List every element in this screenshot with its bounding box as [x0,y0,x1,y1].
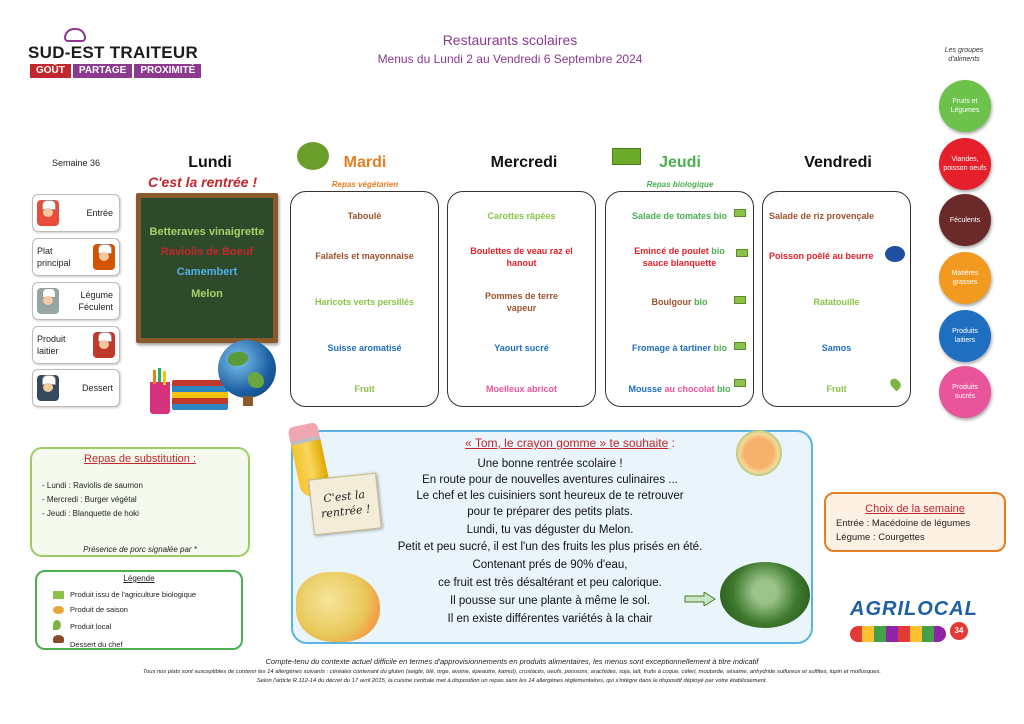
bio-leaf-icon [53,591,64,599]
mercredi-legume: Pommes de terre vapeur [484,291,559,313]
lundi-dessert: Melon [191,288,223,300]
tom-line: Une bonne rentrée scolaire ! [477,458,623,470]
agrilocal-logo: AGRILOCAL [850,598,978,620]
substitution-line: - Jeudi : Blanquette de hoki [42,509,139,518]
local-pin-icon [53,620,61,630]
globe-land [248,372,264,388]
pencil-cup-icon [150,382,170,414]
legend-item: Produit issu de l'agriculture biologique [70,590,197,599]
mardi-sub: Repas végétarien [331,180,399,189]
vendredi-dessert: Fruit [826,384,847,394]
page-subtitle: Menus du Lundi 2 au Vendredi 6 Septembre 2024 [377,52,643,66]
category-legume: Légume Féculent [32,282,120,320]
tom-line: pour te préparer des petits plats. [467,506,633,518]
vendredi-plat: Poisson poêlé au beurre [769,251,874,261]
day-jeudi: Jeudi [659,154,701,171]
day-lundi: Lundi [188,154,232,171]
rentree-banner: C'est la rentrée ! [148,174,258,190]
chef-hat-icon [64,28,86,42]
tom-line: ce fruit est très désaltérant et peu calorique. [438,577,662,589]
menu-column-vendredi [762,191,911,407]
jeudi-dessert: Mousse au chocolat bio [628,384,731,394]
season-fruit-icon [53,606,64,614]
tagline-1: GOÛT [30,64,71,78]
footer-decree: Selon l'article R.112-14 du décret du 17 avril 2015, la cuisine centrale met à disposition un repas sans les 14 allergènes réglementaires, qui s'intègre dans le dispositif déployé par votre établissement. [256,678,768,684]
vendredi-entree: Salade de riz provençale [769,211,875,221]
globe-stand [243,396,253,406]
substitution-line: - Lundi : Raviolis de saumon [42,481,143,490]
category-dessert: Dessert [32,369,120,407]
fish-label-icon [885,246,905,262]
lundi-entree: Betteraves vinaigrette [149,226,265,238]
tom-line: En route pour de nouvelles aventures culinaires ... [422,474,678,486]
chef-icon [37,375,59,401]
chef-icon [37,288,59,314]
footer-allergens: Tous nos plats sont susceptibles de contenir les 14 allergènes suivants : céréales contenant du gluten (seigle, blé, orge, avoine, épeautre, kamut), crustacés, oeufs, poissons, arachides, soja, lait, fruits à coque, céleri, moutarde, sésame, anhydride sulfureux et sulfites, lupin et mollusques. [142,669,881,675]
group-produits-sucres: Produits sucrés [939,366,991,418]
brand-logo: SUD-EST TRAITEUR [28,43,199,62]
mardi-laitier: Suisse aromatisé [327,343,402,353]
group-viandes: Viandes, poisson oeufs [939,138,991,190]
legend-item: Produit de saison [70,605,128,614]
menu-column-mardi [290,191,439,407]
day-mardi: Mardi [343,154,387,171]
legend-item: Produit local [70,622,112,631]
chef-icon [93,332,115,358]
chef-icon [37,200,59,226]
mardi-entree: Taboulé [347,211,382,221]
group-produits-laitiers: Produits laitiers [939,310,991,362]
jeudi-feculent: Boulgour bio [651,297,708,307]
tom-line: Lundi, tu vas déguster du Melon. [466,524,634,536]
tom-line: Contenant prés de 90% d'eau, [472,559,628,571]
vendredi-legume: Ratatouille [813,297,860,307]
tom-line: Le chef et les cuisiniers sont heureux de te retrouver [416,490,684,502]
jeudi-laitier: Fromage à tartiner bio [631,343,728,353]
melons-image [296,572,380,642]
tagline-2: PARTAGE [73,64,132,78]
bio-leaf-icon [734,342,746,350]
day-mercredi: Mercredi [490,154,558,171]
mercredi-entree: Carottes râpées [487,211,556,221]
group-matieres-grasses: Matières grasses [939,252,991,304]
legend-item: Dessert du chef [70,640,123,649]
tom-line: Il pousse sur une plante à même le sol. [449,595,651,607]
agrilocal-badge: 34 [950,622,968,640]
jeudi-plat: Emincé de poulet bio sauce blanquette [634,246,725,268]
tagline-3: PROXIMITÉ [134,64,201,78]
books-icon [172,380,228,410]
bio-leaf-icon [736,249,748,257]
mardi-plat: Falafels et mayonnaise [315,251,414,261]
tom-title: « Tom, le crayon gomme » te souhaite : [465,436,675,450]
substitution-line: - Mercredi : Burger végétal [42,495,137,504]
category-laitier: Produit laitier [32,326,120,364]
category-entree: Entrée [32,194,120,232]
veggie-characters-image [850,626,946,642]
lundi-laitier: Camembert [176,266,238,278]
legend-title: Légende [123,574,155,583]
bio-leaf-icon [734,379,746,387]
chef-icon [93,244,115,270]
legend-box [35,570,243,650]
globe-icon [218,340,276,398]
substitution-box [30,447,250,557]
choix-line: Entrée : Macédoine de légumes [836,518,971,529]
category-plat: Plat principal [32,238,120,276]
vendredi-laitier: Samos [821,343,852,353]
arrow-right-icon [684,592,716,606]
group-feculents: Féculents [939,194,991,246]
chalkboard [136,193,278,343]
jeudi-entree: Salade de tomates bio [631,211,728,221]
lundi-plat: Raviolis de Boeuf [160,246,254,258]
bio-leaf-icon [734,209,746,217]
food-groups-title: Les groupes d'aliments [944,47,984,63]
choix-line: Légume : Courgettes [836,532,925,543]
tom-line: Il en existe différentes variétés à la chair [447,613,653,625]
menu-column-mercredi [447,191,596,407]
substitution-title: Repas de substitution : [84,453,196,465]
chef-dessert-icon [53,635,64,643]
menu-column-jeudi [605,191,754,407]
mardi-legume: Haricots verts persillés [314,297,415,307]
jeudi-sub: Repas biologique [646,180,714,189]
rentree-sign: C'est la rentrée ! [308,473,381,536]
week-label: Semaine 36 [52,158,101,168]
mercredi-plat: Boulettes de veau raz el hanout [470,246,573,268]
footer-note: Compte-tenu du contexte actuel difficile en termes d'approvisionnements en produits alimentaires, les menus sont exceptionnellement à titre indicatif [265,657,759,666]
porc-note: Présence de porc signalée par * [83,545,197,554]
melon-slice-icon [736,430,782,476]
choix-title: Choix de la semaine [865,503,965,515]
bio-leaf-icon [734,296,746,304]
group-fruits-legumes: Fruits et Légumes [939,80,991,132]
mercredi-dessert: Moelleux abricot [485,384,557,394]
tom-line: Petit et peu sucré, il est l'un des fruits les plus prisés en été. [397,541,703,553]
brand-tagline [30,64,201,78]
day-vendredi: Vendredi [804,154,872,171]
choix-semaine-box [824,492,1006,552]
melon-plant-image [720,562,810,628]
mercredi-laitier: Yaourt sucré [494,343,549,353]
mardi-dessert: Fruit [354,384,375,394]
page-title: Restaurants scolaires [442,32,578,48]
